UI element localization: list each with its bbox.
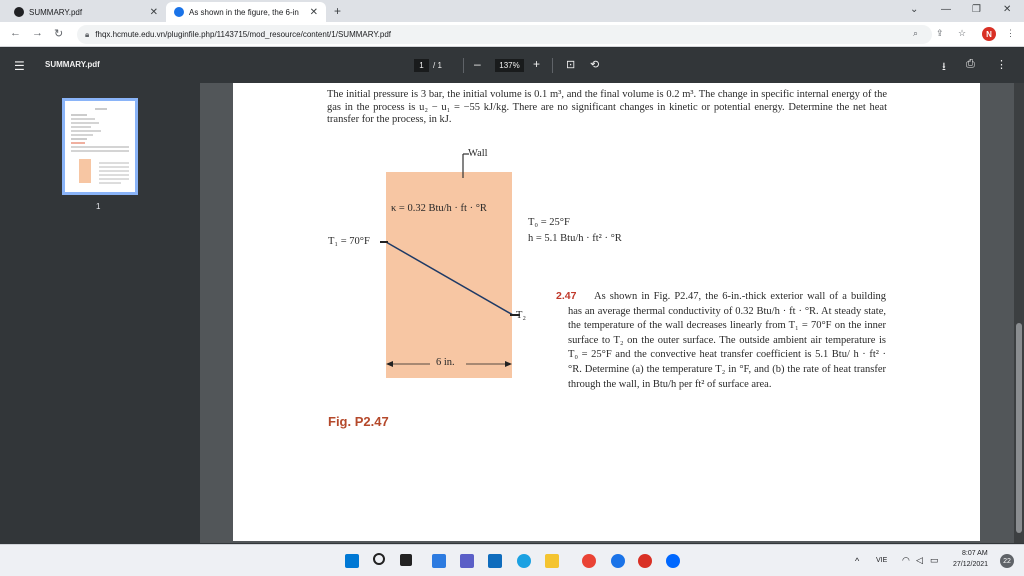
thickness-label: 6 in. (436, 357, 455, 368)
share-icon[interactable]: ⇪ (936, 28, 944, 38)
app-icon[interactable] (638, 554, 652, 568)
new-tab-button[interactable]: + (334, 4, 342, 18)
reload-button[interactable]: ↻ (54, 28, 64, 40)
messenger-icon[interactable] (611, 554, 625, 568)
divider (552, 58, 553, 73)
convection-coeff-label: h = 5.1 Btu/h · ft² · °R (528, 233, 622, 244)
forward-button[interactable]: → (32, 27, 43, 39)
tab-strip (0, 0, 1024, 22)
tab-search-icon[interactable]: ⌄ (910, 4, 919, 15)
thumbnail-page-number: 1 (96, 202, 101, 211)
zoom-icon[interactable]: ⌕ (913, 28, 919, 38)
hamburger-menu-icon[interactable]: ☰ (14, 59, 25, 73)
more-options-icon[interactable]: ⋮ (996, 59, 1007, 71)
lock-icon: 🔒︎ (85, 29, 90, 39)
maximize-button[interactable]: ❐ (972, 4, 981, 15)
clock-date[interactable]: 27/12/2021 (953, 561, 989, 568)
windows-start-icon[interactable] (345, 554, 359, 568)
language-indicator[interactable]: VIE (876, 557, 888, 564)
close-icon[interactable]: ✕ (149, 6, 158, 18)
globe-icon (14, 7, 24, 17)
clock-time[interactable]: 8:07 AM (962, 550, 988, 557)
address-bar[interactable] (77, 25, 932, 44)
url-text: fhqx.hcmute.edu.vn/pluginfile.php/1143715/mod_resource/content/1/SUMMARY.pdf (95, 30, 392, 39)
close-window-button[interactable]: ✕ (1003, 4, 1012, 15)
volume-icon[interactable]: ◁ (916, 555, 923, 565)
zoom-out-button[interactable]: – (474, 57, 481, 71)
zoom-in-button[interactable]: + (533, 57, 541, 71)
menu-kebab-icon[interactable]: ⋮ (1006, 28, 1015, 38)
browser-toolbar (0, 22, 1024, 47)
temperature-profile-line (386, 242, 513, 315)
divider (463, 58, 464, 73)
tab-title: As shown in the figure, the 6-in (189, 7, 299, 17)
tab-question[interactable] (166, 2, 326, 22)
pdf-toolbar (0, 48, 1024, 83)
page-number-input[interactable]: 1 (414, 59, 429, 72)
zoom-input[interactable]: 137% (495, 59, 524, 72)
taskbar (0, 544, 1024, 576)
pdf-title: SUMMARY.pdf (45, 60, 100, 69)
chrome-icon[interactable] (582, 554, 596, 568)
thumbnail-sidebar (0, 83, 200, 543)
tab-summary-pdf[interactable] (6, 2, 166, 22)
scrollbar-thumb[interactable] (1016, 323, 1022, 533)
conductivity-label: κ = 0.32 Btu/h · ft · °R (391, 203, 487, 214)
download-icon[interactable]: ⭳ (942, 61, 946, 73)
search-icon[interactable] (373, 553, 385, 565)
page-total: / 1 (433, 61, 442, 70)
t1-label: T₁ = 70°F (328, 236, 370, 247)
battery-icon[interactable]: ▭ (930, 555, 939, 565)
close-icon[interactable]: ✕ (309, 6, 318, 18)
back-button[interactable]: ← (10, 27, 21, 39)
widgets-icon[interactable] (432, 554, 446, 568)
zalo-icon[interactable] (666, 554, 680, 568)
intro-paragraph: The initial pressure is 3 bar, the initial volume is 0.1 m³, and the final volume is 0.2 m³. The change in specific internal energy of the gas in the process is u₂ − u₁ = −55 kJ/kg. There are no significant changes in kinetic or potential energy. Determine the net heat transfer for the process, in kJ. (327, 89, 887, 125)
wifi-icon[interactable]: ◠ (902, 555, 910, 565)
print-icon[interactable]: ⎙ (966, 58, 975, 70)
wall-label: Wall (468, 148, 488, 159)
chat-icon[interactable] (460, 554, 474, 568)
problem-body: As shown in Fig. P2.47, the 6-in.-thick exterior wall of a building has an average thermal conductivity of 0.32 Btu/h · ft · °R. At steady state, the temperature of the wall decreases linearly from T₁ = 70°F on the inner surface to T₂ on the outer surface. The outside ambient air temperature is T₀ = 25°F and the convective heat transfer coefficient is 5.1 Btu/ h · ft² · °R. Determine (a) the temperature T₂ in °F, and (b) the rate of heat transfer through the wall, in Btu/h per ft² of surface area. (568, 291, 886, 390)
page-thumbnail[interactable] (62, 98, 138, 195)
notification-badge[interactable]: 22 (1000, 554, 1014, 568)
t2-label: T₂ (516, 310, 527, 321)
ambient-temp-label: T₀ = 25°F (528, 217, 570, 228)
problem-text (568, 290, 886, 392)
task-view-icon[interactable] (400, 554, 412, 566)
problem-number: 2.47 (556, 290, 577, 302)
wall-figure-lines (320, 140, 560, 390)
site-favicon-icon (174, 7, 184, 17)
bookmark-star-icon[interactable]: ☆ (958, 28, 967, 38)
chevron-up-icon[interactable]: ^ (855, 556, 860, 566)
edge-icon[interactable] (517, 554, 531, 568)
figure-caption: Fig. P2.47 (328, 414, 389, 429)
fit-page-icon[interactable]: ⊡ (566, 59, 576, 71)
file-explorer-icon[interactable] (545, 554, 559, 568)
profile-avatar[interactable]: N (982, 27, 996, 41)
rotate-icon[interactable]: ⟲ (590, 59, 600, 71)
store-icon[interactable] (488, 554, 502, 568)
minimize-button[interactable]: — (941, 4, 951, 15)
tab-title: SUMMARY.pdf (29, 7, 83, 17)
